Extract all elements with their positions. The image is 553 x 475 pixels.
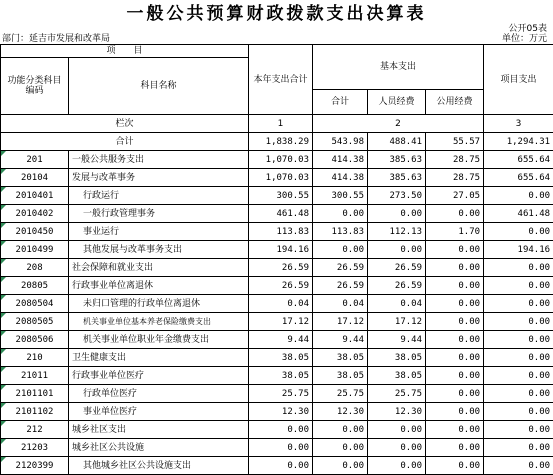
table-row	[1, 259, 553, 277]
row-code	[1, 205, 69, 223]
row-project: 0.00	[484, 439, 553, 457]
row-public: 0.00	[426, 457, 484, 475]
row-public: 27.05	[426, 187, 484, 205]
row-personnel: 9.44	[368, 331, 426, 349]
summary-personnel: 488.41	[368, 133, 426, 151]
table-row	[1, 421, 553, 439]
row-project: 655.64	[484, 151, 553, 169]
row-total: 194.16	[249, 241, 313, 259]
row-name: 行政运行	[69, 187, 249, 205]
row-code	[1, 169, 69, 187]
row-project: 0.00	[484, 367, 553, 385]
row-code	[1, 187, 69, 205]
row-personnel: 0.00	[368, 457, 426, 475]
header-item: 项 目	[1, 45, 249, 58]
row-basic: 38.05	[313, 349, 368, 367]
row-code-text: 2120399	[16, 461, 54, 471]
col-index-1: 1	[249, 115, 313, 133]
row-code-text: 2101101	[16, 389, 54, 399]
row-public: 28.75	[426, 169, 484, 187]
table-row	[1, 151, 553, 169]
table-row	[1, 313, 553, 331]
row-code	[1, 439, 69, 457]
row-name: 发展与改革事务	[69, 169, 249, 187]
comment-marker-icon	[1, 439, 6, 444]
row-project: 0.00	[484, 385, 553, 403]
comment-marker-icon	[1, 385, 6, 390]
row-total: 26.59	[249, 259, 313, 277]
col-index-2: 2	[313, 115, 484, 133]
row-code	[1, 223, 69, 241]
row-total: 12.30	[249, 403, 313, 421]
row-total: 38.05	[249, 367, 313, 385]
row-name: 一般行政管理事务	[69, 205, 249, 223]
summary-label: 合计	[1, 133, 249, 151]
row-code	[1, 367, 69, 385]
row-basic: 0.00	[313, 421, 368, 439]
row-basic: 0.00	[313, 241, 368, 259]
row-code	[1, 277, 69, 295]
row-code	[1, 421, 69, 439]
table-row	[1, 385, 553, 403]
header-basic-total: 合计	[313, 90, 368, 115]
row-public: 1.70	[426, 223, 484, 241]
row-project: 0.00	[484, 331, 553, 349]
row-total: 9.44	[249, 331, 313, 349]
row-basic: 414.38	[313, 169, 368, 187]
row-basic: 0.04	[313, 295, 368, 313]
row-code-text: 208	[26, 263, 42, 273]
row-code	[1, 349, 69, 367]
row-total: 0.00	[249, 421, 313, 439]
row-name: 其他发展与改革事务支出	[69, 241, 249, 259]
row-public: 0.00	[426, 403, 484, 421]
row-code	[1, 241, 69, 259]
row-code-text: 2010401	[16, 191, 54, 201]
row-public: 0.00	[426, 313, 484, 331]
row-code-text: 21203	[21, 443, 48, 453]
row-personnel: 26.59	[368, 277, 426, 295]
header-name: 科目名称	[69, 58, 249, 115]
header-row-1	[1, 45, 553, 58]
row-project: 0.00	[484, 421, 553, 439]
row-name: 事业单位医疗	[69, 403, 249, 421]
comment-marker-icon	[1, 457, 6, 462]
row-code	[1, 313, 69, 331]
row-public: 0.00	[426, 421, 484, 439]
row-code-text: 2080504	[16, 299, 54, 309]
row-public: 0.00	[426, 349, 484, 367]
row-name: 机关事业单位职业年金缴费支出	[69, 331, 249, 349]
comment-marker-icon	[1, 277, 6, 282]
header-project: 项目支出	[484, 45, 553, 115]
comment-marker-icon	[1, 313, 6, 318]
row-total: 17.12	[249, 313, 313, 331]
expenditure-table	[0, 44, 553, 475]
row-public: 0.00	[426, 277, 484, 295]
comment-marker-icon	[1, 169, 6, 174]
row-public: 0.00	[426, 367, 484, 385]
row-code	[1, 331, 69, 349]
row-basic: 25.75	[313, 385, 368, 403]
table-row	[1, 169, 553, 187]
row-name: 行政事业单位离退休	[69, 277, 249, 295]
row-public: 0.00	[426, 331, 484, 349]
row-project: 0.00	[484, 223, 553, 241]
table-row	[1, 187, 553, 205]
table-row	[1, 223, 553, 241]
col-index-3: 3	[484, 115, 553, 133]
comment-marker-icon	[1, 295, 6, 300]
row-code-text: 2080505	[16, 317, 54, 327]
summary-basic: 543.98	[313, 133, 368, 151]
row-personnel: 273.50	[368, 187, 426, 205]
row-total: 0.04	[249, 295, 313, 313]
row-personnel: 25.75	[368, 385, 426, 403]
summary-total: 1,838.29	[249, 133, 313, 151]
row-name: 城乡社区支出	[69, 421, 249, 439]
summary-row	[1, 133, 553, 151]
row-basic: 26.59	[313, 259, 368, 277]
row-project: 194.16	[484, 241, 553, 259]
row-basic: 17.12	[313, 313, 368, 331]
row-code-text: 2080506	[16, 335, 54, 345]
summary-project: 1,294.31	[484, 133, 553, 151]
comment-marker-icon	[1, 367, 6, 372]
row-personnel: 0.00	[368, 439, 426, 457]
row-project: 655.64	[484, 169, 553, 187]
row-total: 1,070.03	[249, 151, 313, 169]
row-name: 事业运行	[69, 223, 249, 241]
row-total: 0.00	[249, 457, 313, 475]
row-name: 卫生健康支出	[69, 349, 249, 367]
row-code	[1, 151, 69, 169]
lanci-label: 栏次	[1, 115, 249, 133]
table-row	[1, 205, 553, 223]
row-project: 0.00	[484, 457, 553, 475]
row-project: 0.00	[484, 295, 553, 313]
row-personnel: 385.63	[368, 169, 426, 187]
row-basic: 414.38	[313, 151, 368, 169]
row-project: 0.00	[484, 259, 553, 277]
comment-marker-icon	[1, 223, 6, 228]
page-title: 一般公共预算财政拨款支出决算表	[0, 4, 553, 24]
row-basic: 9.44	[313, 331, 368, 349]
row-name: 城乡社区公共设施	[69, 439, 249, 457]
row-name: 行政事业单位医疗	[69, 367, 249, 385]
summary-public: 55.57	[426, 133, 484, 151]
row-project: 0.00	[484, 313, 553, 331]
row-code-text: 2010450	[16, 227, 54, 237]
row-name: 未归口管理的行政单位离退休	[69, 295, 249, 313]
row-total: 25.75	[249, 385, 313, 403]
row-basic: 300.55	[313, 187, 368, 205]
row-public: 28.75	[426, 151, 484, 169]
row-total: 26.59	[249, 277, 313, 295]
row-name: 社会保障和就业支出	[69, 259, 249, 277]
row-public: 0.00	[426, 205, 484, 223]
row-code-text: 201	[26, 155, 42, 165]
row-personnel: 385.63	[368, 151, 426, 169]
row-code-text: 20805	[21, 281, 48, 291]
row-personnel: 0.00	[368, 421, 426, 439]
row-basic: 26.59	[313, 277, 368, 295]
row-personnel: 0.00	[368, 205, 426, 223]
row-total: 38.05	[249, 349, 313, 367]
row-code-text: 2010402	[16, 209, 54, 219]
row-public: 0.00	[426, 439, 484, 457]
header-personnel: 人员经费	[368, 90, 426, 115]
row-code	[1, 259, 69, 277]
header-total: 本年支出合计	[249, 45, 313, 115]
row-personnel: 26.59	[368, 259, 426, 277]
row-total: 0.00	[249, 439, 313, 457]
row-basic: 12.30	[313, 403, 368, 421]
comment-marker-icon	[1, 151, 6, 156]
row-basic: 0.00	[313, 439, 368, 457]
row-public: 0.00	[426, 241, 484, 259]
comment-marker-icon	[1, 403, 6, 408]
row-name: 其他城乡社区公共设施支出	[69, 457, 249, 475]
row-name: 行政单位医疗	[69, 385, 249, 403]
row-code-text: 20104	[21, 173, 48, 183]
header-public: 公用经费	[426, 90, 484, 115]
row-public: 0.00	[426, 295, 484, 313]
row-personnel: 17.12	[368, 313, 426, 331]
comment-marker-icon	[1, 331, 6, 336]
header-code: 功能分类科目编码	[1, 58, 69, 115]
row-code-text: 212	[26, 425, 42, 435]
row-personnel: 112.13	[368, 223, 426, 241]
row-personnel: 38.05	[368, 349, 426, 367]
row-total: 1,070.03	[249, 169, 313, 187]
comment-marker-icon	[1, 187, 6, 192]
table-row	[1, 403, 553, 421]
column-index-row	[1, 115, 553, 133]
row-personnel: 12.30	[368, 403, 426, 421]
row-personnel: 0.04	[368, 295, 426, 313]
row-project: 0.00	[484, 187, 553, 205]
row-basic: 0.00	[313, 205, 368, 223]
row-code	[1, 403, 69, 421]
row-name: 机关事业单位基本养老保险缴费支出	[69, 313, 249, 331]
row-project: 0.00	[484, 349, 553, 367]
row-project: 0.00	[484, 403, 553, 421]
row-code-text: 210	[26, 353, 42, 363]
department-label: 部门：延吉市发展和改革局	[2, 34, 110, 44]
table-row	[1, 295, 553, 313]
table-row	[1, 331, 553, 349]
row-name: 一般公共服务支出	[69, 151, 249, 169]
row-public: 0.00	[426, 385, 484, 403]
row-project: 0.00	[484, 277, 553, 295]
row-total: 113.83	[249, 223, 313, 241]
row-code	[1, 457, 69, 475]
header-basic: 基本支出	[313, 45, 484, 90]
row-code-text: 21011	[21, 371, 48, 381]
comment-marker-icon	[1, 349, 6, 354]
row-basic: 38.05	[313, 367, 368, 385]
row-public: 0.00	[426, 259, 484, 277]
table-row	[1, 241, 553, 259]
table-row	[1, 367, 553, 385]
row-basic: 113.83	[313, 223, 368, 241]
table-row	[1, 349, 553, 367]
table-row	[1, 277, 553, 295]
row-project: 461.48	[484, 205, 553, 223]
table-row	[1, 457, 553, 475]
row-code	[1, 385, 69, 403]
row-code-text: 2101102	[16, 407, 54, 417]
comment-marker-icon	[1, 421, 6, 426]
row-total: 300.55	[249, 187, 313, 205]
row-total: 461.48	[249, 205, 313, 223]
row-code-text: 2010499	[16, 245, 54, 255]
comment-marker-icon	[1, 259, 6, 264]
table-row	[1, 439, 553, 457]
comment-marker-icon	[1, 241, 6, 246]
row-code	[1, 295, 69, 313]
row-personnel: 0.00	[368, 241, 426, 259]
form-number: 公开05表	[509, 24, 547, 34]
row-personnel: 38.05	[368, 367, 426, 385]
comment-marker-icon	[1, 205, 6, 210]
row-basic: 0.00	[313, 457, 368, 475]
unit-label: 单位：万元	[502, 34, 547, 44]
